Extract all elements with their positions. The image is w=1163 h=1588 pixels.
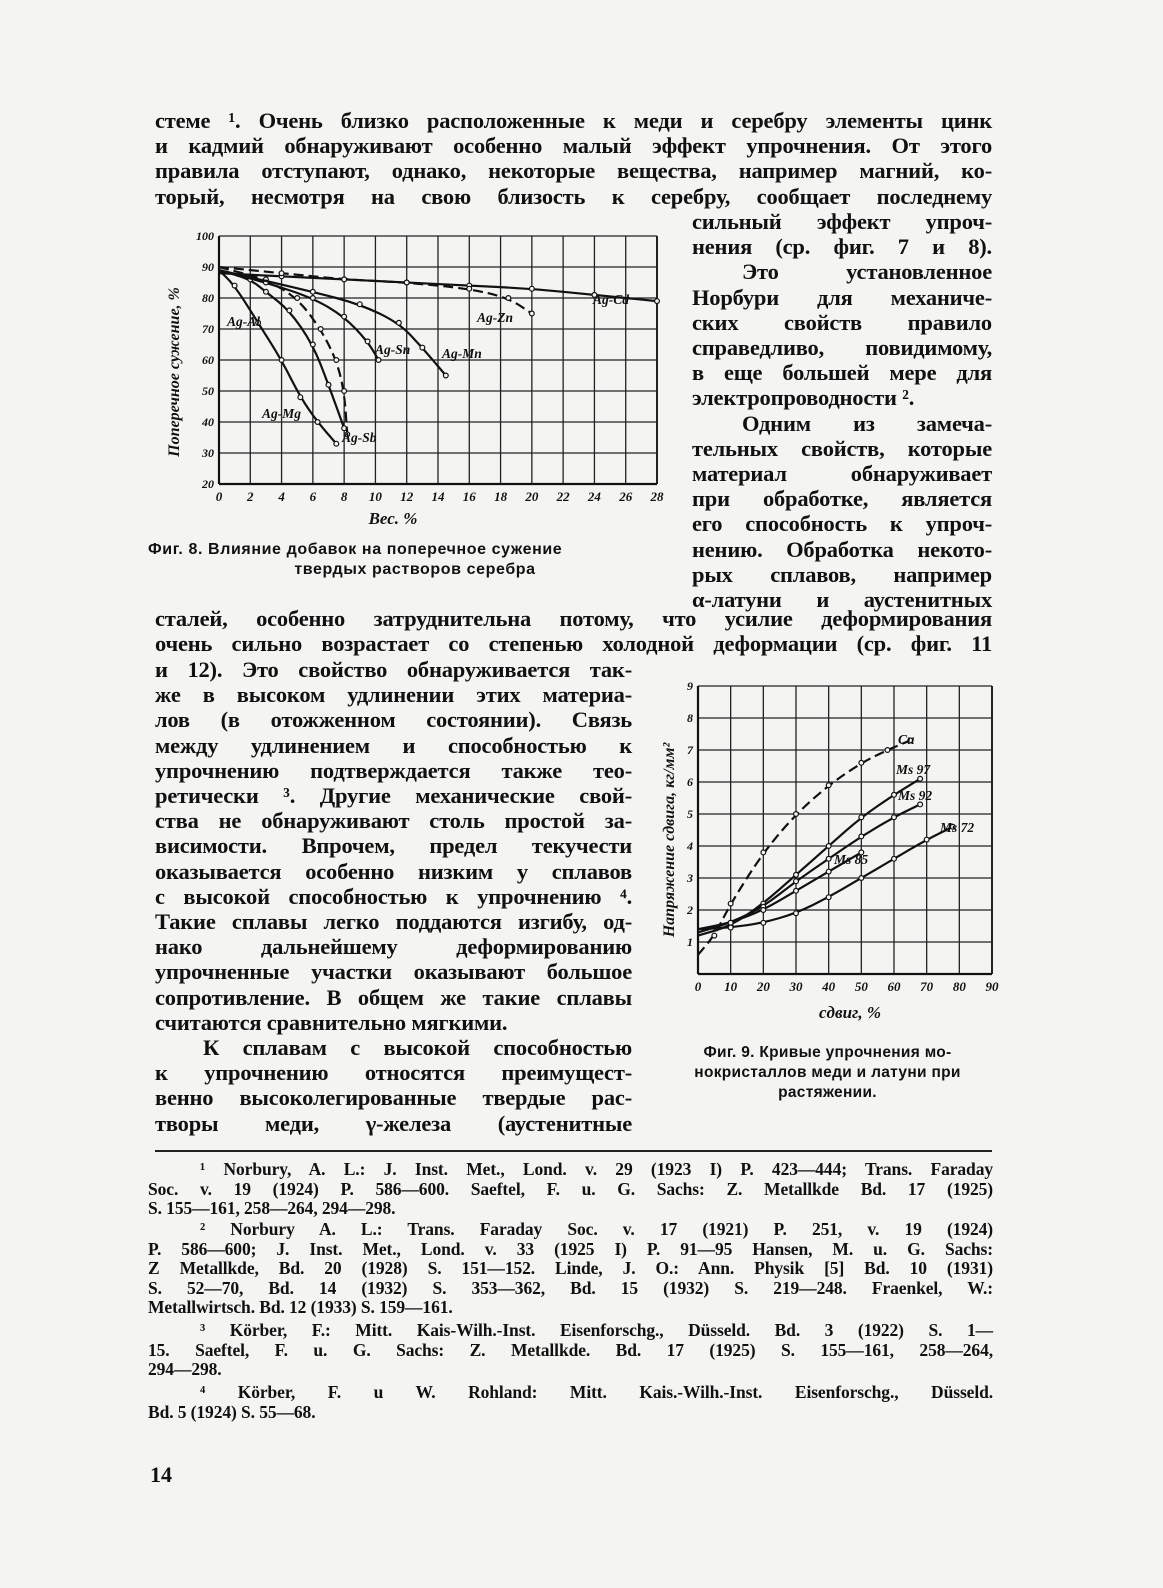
y-tick-label: 8	[687, 711, 693, 725]
y-tick-label: 2	[687, 903, 693, 917]
footnote-line: Z Metallkde, Bd. 20 (1928) S. 151—152. Linde, J. O.: Ann. Physik [5] Bd. 10 (1931)	[148, 1258, 993, 1278]
data-point	[295, 296, 300, 301]
footnote-line: P. 586—600; J. Inst. Met., Lond. v. 33 (1925 I) P. 91—95 Hansen, M. u. G. Sachs:	[148, 1238, 993, 1259]
text-line: нения (ср. фиг. 7 и 8).	[692, 234, 992, 260]
data-point	[712, 933, 717, 938]
x-tick-label: 14	[431, 489, 445, 504]
data-point	[529, 311, 534, 316]
data-point	[761, 908, 766, 913]
text-line: и 12). Это свойство обнаруживается так-	[155, 657, 632, 682]
data-point	[826, 844, 831, 849]
data-point	[298, 395, 303, 400]
y-tick-label: 50	[202, 384, 214, 398]
data-point	[826, 783, 831, 788]
text-line: к упрочнению относятся преимущест-	[155, 1060, 632, 1086]
data-point	[506, 296, 511, 301]
footnote-3	[148, 1321, 993, 1380]
y-tick-label: 90	[202, 260, 214, 274]
paragraph-full	[155, 606, 992, 656]
text-line: сильный эффект упроч-	[692, 209, 992, 234]
fig9-caption-line1: Фиг. 9. Кривые упрочнения мо-	[703, 1044, 952, 1061]
footnote-line: ³ Körber, F.: Mitt. Kais-Wilh.-Inst. Eisenforschg., Düsseld. Bd. 3 (1922) S. 1—	[200, 1320, 993, 1340]
footnote-line: S. 155—161, 258—264, 294—298.	[148, 1198, 396, 1218]
text-line: стеме ¹. Очень близко расположенные к меди и серебру элементы цинк	[155, 108, 992, 133]
data-point	[342, 277, 347, 282]
fig9-xlabel: сдвиг, %	[819, 1003, 881, 1022]
y-tick-label: 1	[687, 935, 693, 949]
data-point	[794, 879, 799, 884]
data-point	[420, 345, 425, 350]
text-line: К сплавам с высокой способностью	[203, 1035, 632, 1061]
data-point	[761, 850, 766, 855]
data-point	[761, 920, 766, 925]
text-line: творы меди, γ-железа (аустенитные	[155, 1110, 632, 1136]
x-tick-label: 70	[920, 979, 934, 994]
x-tick-label: 22	[556, 489, 570, 504]
data-point	[826, 895, 831, 900]
text-line: справедливо, повидимому,	[692, 335, 992, 361]
text-line: в еще большей мере для	[692, 360, 992, 386]
data-point	[859, 815, 864, 820]
data-point	[279, 358, 284, 363]
fig9-ylabel: Напряжение сдвига, кг/мм²	[661, 742, 678, 938]
series-label: Ms 72	[940, 820, 975, 835]
fig8-caption	[148, 540, 668, 580]
paragraph-left	[155, 657, 632, 1136]
text-line: Такие сплавы легко поддаются изгибу, од-	[155, 909, 632, 935]
x-tick-label: 16	[462, 489, 476, 504]
x-tick-label: 12	[400, 489, 414, 504]
data-point	[310, 342, 315, 347]
series-label: Ag-Zn	[477, 310, 514, 325]
footnote-line: 15. Saeftel, F. u. G. Sachs: Z. Metallkde. Bd. 17 (1925) S. 155—161, 258—264,	[148, 1339, 993, 1360]
text-line: электропроводности ².	[692, 385, 915, 411]
data-point	[287, 308, 292, 313]
data-point	[232, 283, 237, 288]
y-tick-label: 100	[196, 229, 214, 243]
y-tick-label: 20	[202, 477, 214, 491]
data-point	[467, 286, 472, 291]
x-tick-label: 18	[494, 489, 508, 504]
data-point	[396, 320, 401, 325]
x-tick-label: 26	[619, 489, 633, 504]
x-tick-label: 60	[887, 979, 901, 994]
text-line: оказывается особенно низким у сплавов	[155, 858, 632, 884]
text-line: его способность к упроч-	[692, 511, 992, 537]
data-point	[859, 876, 864, 881]
text-line: ских свойств правило	[692, 309, 992, 335]
x-tick-label: 10	[368, 489, 382, 504]
data-point	[918, 776, 923, 781]
data-point	[315, 420, 320, 425]
data-point	[342, 389, 347, 394]
data-point	[357, 302, 362, 307]
series-label: Ag-Mg	[262, 406, 302, 421]
x-tick-label: 40	[822, 979, 836, 994]
text-line: между удлинением и способностью к	[155, 732, 632, 758]
footnote-line: ⁴ Körber, F. u W. Rohland: Mitt. Kais.-Wilh.-Inst. Eisenforschg., Düsseld.	[200, 1382, 993, 1402]
text-line: упрочнению подтверждается также тео-	[155, 757, 632, 783]
fig9-ticks	[686, 679, 999, 994]
fig9-chart	[640, 670, 1010, 1030]
data-point	[859, 834, 864, 839]
data-point	[859, 760, 864, 765]
footnote-line: Bd. 5 (1924) S. 55—68.	[148, 1401, 316, 1422]
y-tick-label: 40	[202, 415, 214, 429]
text-line: рых сплавов, например	[692, 561, 992, 587]
y-tick-label: 4	[687, 839, 693, 853]
data-point	[892, 856, 897, 861]
fig9-labels	[833, 732, 974, 867]
y-tick-label: 60	[202, 353, 214, 367]
x-tick-label: 4	[278, 489, 285, 504]
x-tick-label: 0	[215, 489, 223, 504]
text-line: лов (в отожженном состоянии). Связь	[155, 707, 632, 733]
footnote-line: ² Norbury A. L.: Trans. Faraday Soc. v. 17 (1921) P. 251, v. 19 (1924)	[200, 1219, 993, 1239]
text-line: упрочненные участки оказывают большое	[155, 959, 632, 985]
text-line: и кадмий обнаруживают особенно малый эффект упрочнения. От этого	[155, 133, 992, 159]
series-label: Ag-Al	[227, 314, 261, 329]
text-line: при обработке, является	[692, 486, 992, 512]
x-tick-label: 2	[247, 489, 254, 504]
data-point	[728, 920, 733, 925]
data-point	[334, 441, 339, 446]
data-point	[885, 748, 890, 753]
text-line: Это установленное	[742, 259, 992, 285]
text-line: Норбури для механиче-	[692, 284, 992, 310]
data-point	[318, 327, 323, 332]
text-line: висимости. Впрочем, предел текучести	[155, 833, 632, 859]
fig8-ylabel: Поперечное сужение, %	[166, 287, 183, 457]
data-point	[794, 911, 799, 916]
y-tick-label: 9	[687, 679, 693, 693]
data-point	[310, 296, 315, 301]
x-tick-label: 24	[587, 489, 601, 504]
series-label: Ms 97	[896, 762, 931, 777]
fig8-chart	[155, 222, 675, 532]
text-line: очень сильно возрастает со степенью холодной деформации (ср. фиг. 11	[155, 631, 992, 657]
data-point	[326, 382, 331, 387]
data-point	[342, 314, 347, 319]
fig9-caption-line2: нокристаллов меди и латуни при	[694, 1064, 961, 1081]
data-point	[334, 358, 339, 363]
text-line: нению. Обработка некото-	[692, 536, 992, 562]
data-point	[310, 289, 315, 294]
x-tick-label: 50	[854, 979, 868, 994]
data-point	[728, 901, 733, 906]
text-line: материал обнаруживает	[692, 461, 992, 487]
data-point	[529, 286, 534, 291]
data-point	[376, 358, 381, 363]
fig9-caption-line3: растяжении.	[778, 1084, 877, 1101]
text-line: с высокой способностью к упрочнению ⁴.	[155, 883, 632, 909]
footnote-line: Metallwirtsch. Bd. 12 (1933) S. 159—161.	[148, 1297, 453, 1317]
data-point	[794, 812, 799, 817]
footnote-4	[148, 1383, 993, 1422]
series-label: Cu	[898, 732, 915, 747]
data-point	[826, 869, 831, 874]
y-tick-label: 3	[687, 871, 693, 885]
y-tick-label: 80	[202, 291, 214, 305]
data-point	[279, 271, 284, 276]
page-number: 14	[150, 1462, 172, 1487]
data-point	[794, 888, 799, 893]
text-line: ретически ³. Другие механические свой-	[155, 783, 632, 809]
data-point	[655, 299, 660, 304]
y-tick-label: 30	[202, 446, 214, 460]
fig8-caption-line1: Фиг. 8. Влияние добавок на поперечное сужение	[148, 541, 563, 558]
text-line: же в высоком удлинении этих материа-	[155, 682, 632, 708]
text-line: нако дальнейшему деформированию	[155, 934, 632, 960]
data-point	[264, 289, 269, 294]
text-line: венно высоколегированные твердые рас-	[155, 1085, 632, 1111]
footnote-line: Soc. v. 19 (1924) P. 586—600. Saeftel, F. u. G. Sachs: Z. Metallkde Bd. 17 (1925)	[148, 1178, 993, 1199]
x-tick-label: 30	[789, 979, 803, 994]
footnote-2	[148, 1220, 993, 1318]
paragraph-top	[155, 108, 992, 209]
footnote-divider	[155, 1150, 992, 1152]
x-tick-label: 90	[985, 979, 999, 994]
series-label: Ag-Sb	[342, 430, 377, 445]
x-tick-label: 20	[525, 489, 539, 504]
data-point	[826, 856, 831, 861]
data-point	[892, 815, 897, 820]
text-line: сопротивление. В общем же такие сплавы	[155, 984, 632, 1010]
text-line: считаются сравнительно мягкими.	[155, 1009, 508, 1035]
y-tick-label: 5	[687, 807, 693, 821]
data-point	[365, 339, 370, 344]
x-tick-label: 6	[309, 489, 317, 504]
x-tick-label: 28	[650, 489, 664, 504]
data-point	[404, 280, 409, 285]
footnote-1	[148, 1160, 993, 1219]
series-label: Ag-Mn	[442, 346, 482, 361]
text-line: α-латуни и аустенитных	[692, 587, 992, 613]
text-line: тельных свойств, которые	[692, 435, 992, 461]
series-label: Ms 92	[898, 788, 933, 803]
fig8-caption-line2: твердых растворов серебра	[294, 561, 536, 578]
text-line: Одним из замеча-	[742, 410, 992, 436]
footnote-line: S. 52—70, Bd. 14 (1932) S. 353—362, Bd. 15 (1932) S. 219—248. Fraenkel, W.:	[148, 1277, 993, 1298]
series-label: Ag-Sn	[375, 342, 411, 357]
x-tick-label: 10	[724, 979, 738, 994]
footnote-line: 294—298.	[148, 1359, 222, 1379]
data-point	[728, 925, 733, 930]
x-tick-label: 0	[694, 979, 702, 994]
text-line: ства не обнаруживают столь простой за-	[155, 808, 632, 834]
data-point	[794, 872, 799, 877]
data-point	[892, 792, 897, 797]
y-tick-label: 6	[687, 775, 693, 789]
y-tick-label: 7	[687, 743, 693, 757]
text-line: сталей, особенно затруднительна потому, что усилие деформирования	[155, 606, 992, 631]
x-tick-label: 20	[756, 979, 770, 994]
y-tick-label: 70	[202, 322, 214, 336]
text-line: торый, несмотря на свою близость к серебру, сообщает последнему	[155, 183, 992, 209]
series-label: Ag-Cd	[593, 292, 630, 307]
fig9-caption	[660, 1043, 995, 1103]
footnote-line: ¹ Norbury, A. L.: J. Inst. Met., Lond. v. 29 (1923 I) P. 423—444; Trans. Faraday	[200, 1159, 993, 1179]
series-line-ms-92	[698, 804, 920, 932]
series-label: Ms 85	[834, 852, 869, 867]
fig8-xlabel: Вес. %	[368, 509, 418, 528]
data-point	[924, 837, 929, 842]
paragraph-right	[692, 209, 992, 612]
data-point	[443, 373, 448, 378]
text-line: правила отступают, однако, некоторые вещества, например магний, ко-	[155, 158, 992, 184]
x-tick-label: 80	[952, 979, 966, 994]
x-tick-label: 8	[340, 489, 348, 504]
